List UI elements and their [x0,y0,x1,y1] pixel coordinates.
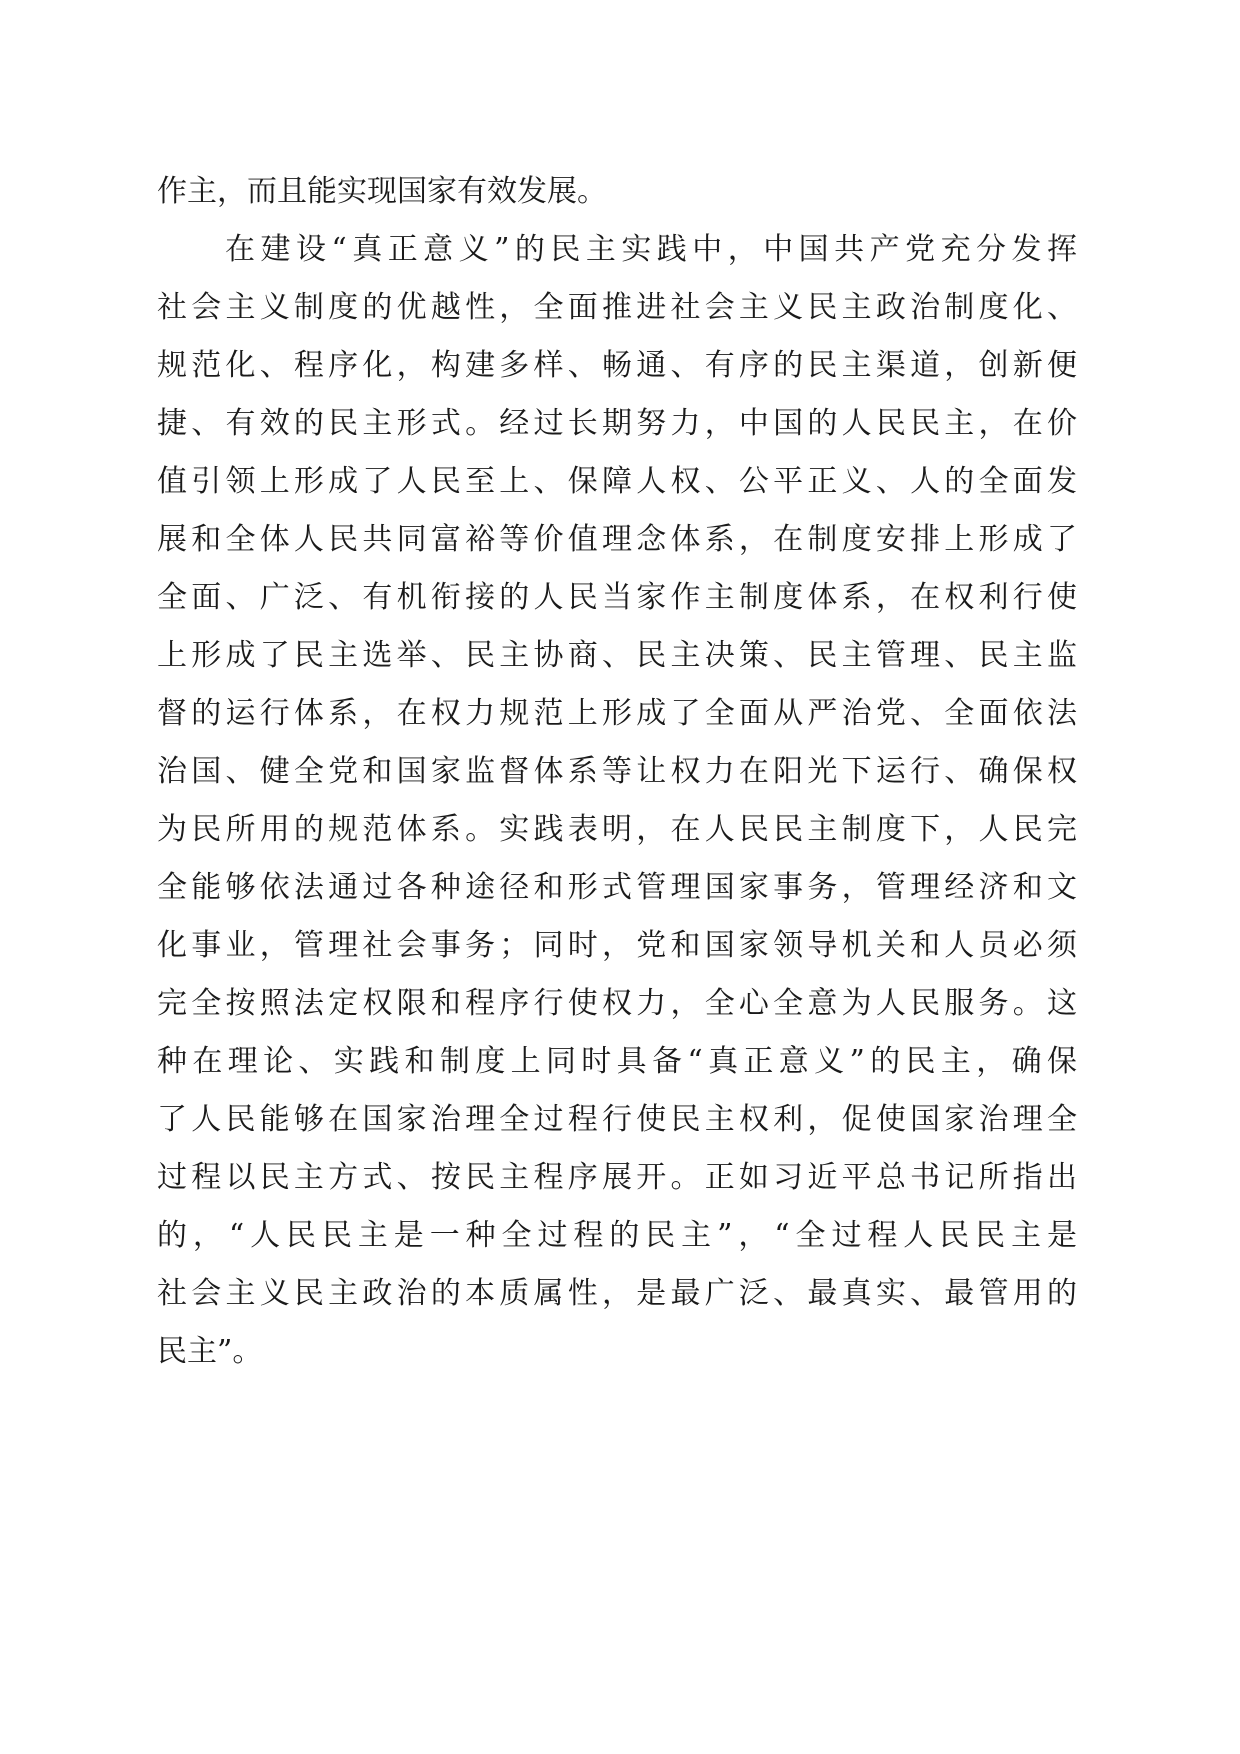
text-line: 了人民能够在国家治理全过程行使民主权利，促使国家治理全 [157,1102,1077,1137]
text-line: 社会主义制度的优越性，全面推进社会主义民主政治制度化、 [157,290,1077,325]
text-line: 捷、有效的民主形式。经过长期努力，中国的人民民主，在价 [157,406,1077,441]
text-line: 展和全体人民共同富裕等价值理念体系，在制度安排上形成了 [157,522,1077,557]
text-line: 值引领上形成了人民至上、保障人权、公平正义、人的全面发 [157,464,1077,499]
text-line: 治国、健全党和国家监督体系等让权力在阳光下运行、确保权 [157,754,1077,789]
text-line: 督的运行体系，在权力规范上形成了全面从严治党、全面依法 [157,696,1077,731]
text-line: 为民所用的规范体系。实践表明，在人民民主制度下，人民完 [157,812,1077,847]
text-line: 全面、广泛、有机衔接的人民当家作主制度体系，在权利行使 [157,580,1077,615]
text-line: 过程以民主方式、按民主程序展开。正如习近平总书记所指出 [157,1160,1077,1195]
text-line: 在建设“真正意义”的民主实践中，中国共产党充分发挥 [225,232,1077,267]
text-line: 社会主义民主政治的本质属性，是最广泛、最真实、最管用的 [157,1276,1077,1311]
text-line: 规范化、程序化，构建多样、畅通、有序的民主渠道，创新便 [157,348,1077,383]
text-line: 化事业，管理社会事务；同时，党和国家领导机关和人员必须 [157,928,1077,963]
text-line: 种在理论、实践和制度上同时具备“真正意义”的民主，确保 [157,1044,1077,1079]
text-line: 作主，而且能实现国家有效发展。 [157,174,607,209]
text-line: 上形成了民主选举、民主协商、民主决策、民主管理、民主监 [157,638,1077,673]
text-line: 完全按照法定权限和程序行使权力，全心全意为人民服务。这 [157,986,1077,1021]
text-line: 全能够依法通过各种途径和形式管理国家事务，管理经济和文 [157,870,1077,905]
text-line: 的，“人民民主是一种全过程的民主”，“全过程人民民主是 [157,1218,1077,1253]
text-line: 民主”。 [157,1334,263,1369]
